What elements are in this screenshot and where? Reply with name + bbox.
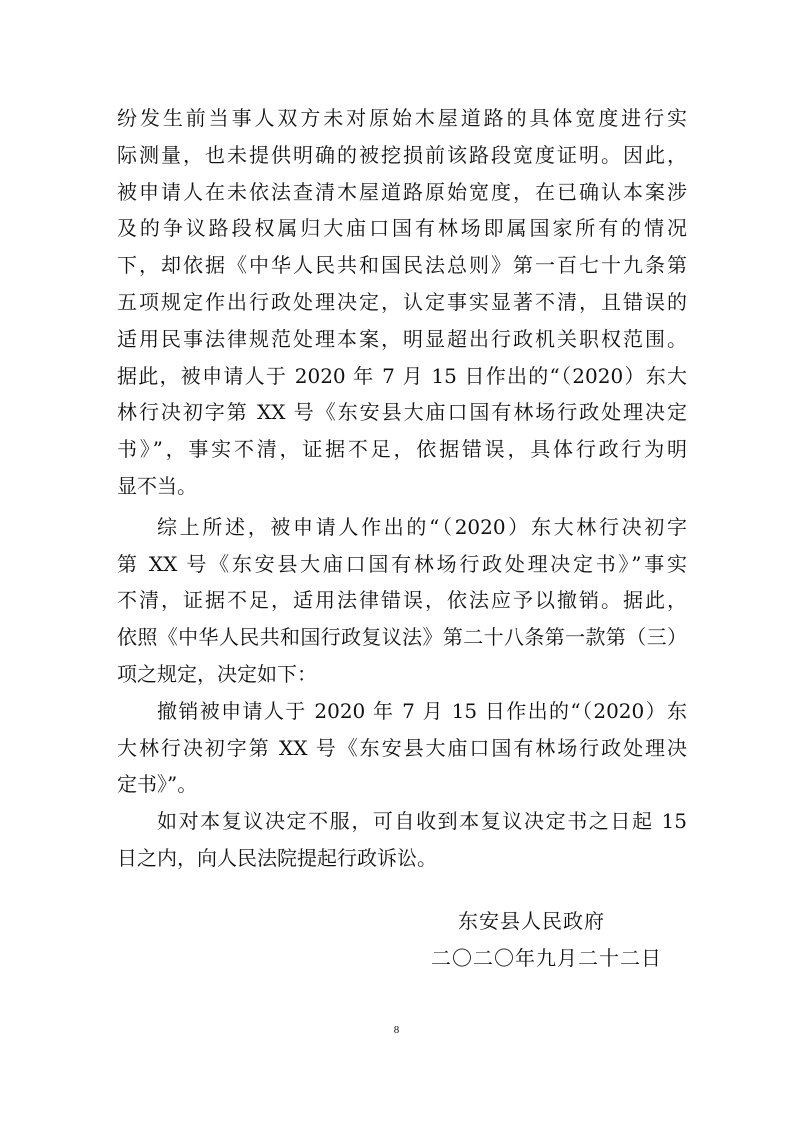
text-line: 际测量，也未提供明确的被挖损前该路段宽度证明。因此， bbox=[117, 142, 687, 167]
issue-date: 二〇二〇年九月二十二日 bbox=[431, 946, 662, 970]
text-line: 撤销被申请人于 2020 年 7 月 15 日作出的“（2020）东 bbox=[157, 698, 687, 723]
text-line: 综上所述，被申请人作出的“（2020）东大林行决初字 bbox=[157, 514, 687, 539]
text-line: 及的争议路段权属归大庙口国有林场即属国家所有的情况 bbox=[117, 216, 687, 241]
text-line: 不清，证据不足，适用法律错误，依法应予以撤销。据此， bbox=[117, 588, 687, 613]
text-line: 适用民事法律规范处理本案，明显超出行政机关职权范围。 bbox=[117, 326, 687, 351]
text-line: 被申请人在未依法查清木屋道路原始宽度，在已确认本案涉 bbox=[117, 179, 687, 204]
paragraph-4 bbox=[117, 803, 687, 877]
text-line: 五项规定作出行政处理决定，认定事实显著不清，且错误的 bbox=[117, 289, 687, 314]
text-line: 日之内，向人民法院提起行政诉讼。 bbox=[117, 845, 437, 870]
paragraph-3 bbox=[117, 693, 687, 803]
document-body bbox=[117, 100, 687, 877]
text-line: 纷发生前当事人双方未对原始木屋道路的具体宽度进行实 bbox=[117, 106, 687, 130]
text-line: 依照《中华人民共和国行政复议法》第二十八条第一款第（三） bbox=[117, 625, 687, 650]
page-number: 8 bbox=[393, 1024, 400, 1036]
text-line: 下，却依据《中华人民共和国民法总则》第一百七十九条第 bbox=[117, 253, 687, 278]
text-line: 定书》”。 bbox=[117, 772, 198, 797]
text-line: 据此，被申请人于 2020 年 7 月 15 日作出的“（2020）东大 bbox=[117, 363, 687, 388]
text-line: 第 XX 号《东安县大庙口国有林场行政处理决定书》”事实 bbox=[117, 551, 687, 576]
text-line: 大林行决初字第 XX 号《东安县大庙口国有林场行政处理决 bbox=[117, 735, 687, 760]
paragraph-2 bbox=[117, 509, 687, 693]
text-line: 书》”，事实不清，证据不足，依据错误，具体行政行为明 bbox=[117, 437, 687, 462]
text-line: 如对本复议决定不服，可自收到本复议决定书之日起 15 bbox=[157, 809, 687, 834]
text-line: 林行决初字第 XX 号《东安县大庙口国有林场行政处理决定 bbox=[117, 400, 687, 425]
text-line: 项之规定，决定如下： bbox=[117, 661, 317, 686]
text-line: 显不当。 bbox=[117, 473, 197, 498]
paragraph-1 bbox=[117, 100, 687, 505]
issuing-organization: 东安县人民政府 bbox=[458, 909, 605, 933]
